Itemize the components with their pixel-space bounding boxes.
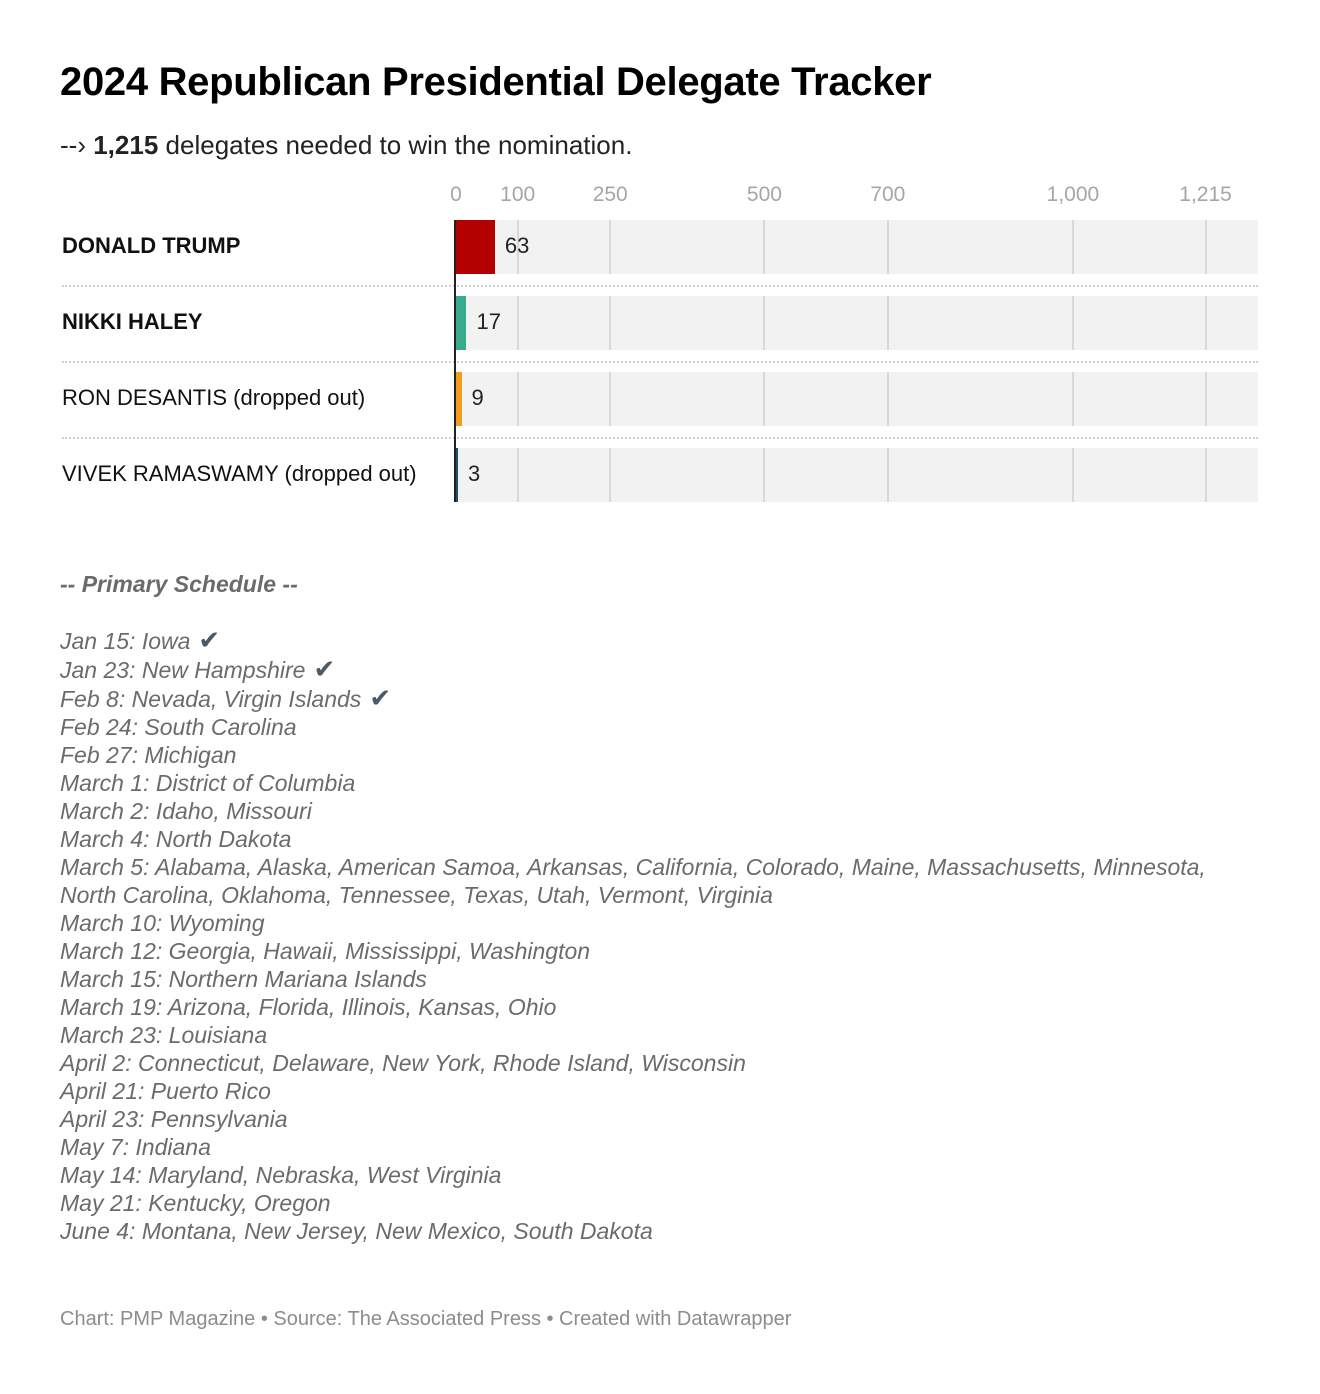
checkmark-icon: ✔	[313, 654, 336, 684]
schedule-item	[60, 655, 1206, 684]
schedule-item-text: North Carolina, Oklahoma, Tennessee, Texas, Utah, Vermont, Virginia	[60, 882, 773, 908]
subtitle-number: 1,215	[93, 130, 159, 160]
schedule-item	[60, 797, 1206, 825]
schedule-item	[60, 1077, 1206, 1105]
schedule-item-text: April 23: Pennsylvania	[60, 1106, 288, 1132]
row-separator	[62, 437, 1258, 439]
gridline	[517, 372, 519, 426]
gridline	[1205, 372, 1207, 426]
gridline	[1072, 220, 1074, 274]
gridline	[517, 296, 519, 350]
gridline	[609, 220, 611, 274]
gridline	[763, 220, 765, 274]
x-tick-label: 250	[592, 183, 628, 206]
chart-footer: Chart: PMP Magazine • Source: The Associated Press • Created with Datawrapper	[60, 1308, 792, 1330]
schedule-item-text: June 4: Montana, New Jersey, New Mexico, South Dakota	[60, 1218, 653, 1244]
schedule-item-text: Feb 27: Michigan	[60, 742, 237, 768]
bar	[456, 448, 458, 502]
schedule-item-text: April 2: Connecticut, Delaware, New York, Rhode Island, Wisconsin	[60, 1050, 746, 1076]
schedule-item	[60, 881, 1206, 909]
checkmark-icon: ✔	[198, 625, 221, 655]
schedule-title: -- Primary Schedule --	[60, 571, 298, 597]
value-label: 9	[471, 385, 484, 410]
bar-chart	[0, 0, 1320, 520]
bar	[456, 372, 462, 426]
schedule-item	[60, 937, 1206, 965]
row-separator	[62, 361, 1258, 363]
schedule-item	[60, 1049, 1206, 1077]
x-tick-label: 1,000	[1046, 183, 1100, 206]
schedule-item	[60, 684, 1206, 713]
schedule-item	[60, 993, 1206, 1021]
schedule-item	[60, 853, 1206, 881]
schedule-item-text: Jan 15: Iowa	[60, 628, 191, 654]
gridline	[1205, 220, 1207, 274]
schedule-item	[60, 1105, 1206, 1133]
x-tick-label: 1,215	[1179, 183, 1232, 206]
bar	[456, 220, 495, 274]
gridline	[1072, 372, 1074, 426]
subtitle-text: delegates needed to win the nomination.	[165, 130, 633, 160]
category-label: VIVEK RAMASWAMY (dropped out)	[62, 461, 417, 486]
gridline	[887, 220, 889, 274]
schedule-item	[60, 1217, 1206, 1245]
schedule-item-text: May 7: Indiana	[60, 1134, 211, 1160]
schedule-item-text: March 1: District of Columbia	[60, 770, 356, 796]
bar-track	[456, 296, 1258, 350]
schedule-item	[60, 626, 1206, 655]
row-separator	[62, 285, 1258, 287]
category-label: DONALD TRUMP	[62, 233, 241, 258]
schedule-item-text: Feb 8: Nevada, Virgin Islands	[60, 686, 362, 712]
gridline	[763, 448, 765, 502]
x-tick-label: 0	[450, 183, 462, 206]
schedule-item-text: April 21: Puerto Rico	[60, 1078, 271, 1104]
schedule-item-text: March 19: Arizona, Florida, Illinois, Kansas, Ohio	[60, 994, 557, 1020]
schedule-item-text: May 14: Maryland, Nebraska, West Virginia	[60, 1162, 502, 1188]
gridline	[1205, 448, 1207, 502]
x-tick-label: 500	[746, 183, 782, 206]
x-tick-label: 700	[870, 183, 906, 206]
schedule-item-text: March 23: Louisiana	[60, 1022, 268, 1048]
gridline	[887, 372, 889, 426]
category-label: NIKKI HALEY	[62, 309, 203, 334]
schedule-item	[60, 825, 1206, 853]
schedule-item-text: March 2: Idaho, Missouri	[60, 798, 312, 824]
gridline	[763, 296, 765, 350]
zero-axis	[454, 220, 456, 502]
schedule-item-text: May 21: Kentucky, Oregon	[60, 1190, 331, 1216]
value-label: 63	[504, 233, 530, 258]
schedule-item-text: March 10: Wyoming	[60, 910, 265, 936]
gridline	[1072, 296, 1074, 350]
schedule-item-text: Jan 23: New Hampshire	[60, 657, 306, 683]
value-label: 3	[468, 461, 481, 486]
schedule-item-text: March 12: Georgia, Hawaii, Mississippi, Washington	[60, 938, 591, 964]
schedule-item-text: March 4: North Dakota	[60, 826, 292, 852]
gridline	[1072, 448, 1074, 502]
schedule-item	[60, 713, 1206, 741]
schedule-item	[60, 1021, 1206, 1049]
gridline	[1205, 296, 1207, 350]
gridline	[517, 448, 519, 502]
gridline	[763, 372, 765, 426]
bar	[456, 296, 466, 350]
bar-track	[456, 372, 1258, 426]
schedule-item-text: March 5: Alabama, Alaska, American Samoa, Arkansas, California, Colorado, Maine, Massachusetts, Minnesota,	[60, 854, 1206, 880]
schedule-item-text: Feb 24: South Carolina	[60, 714, 297, 740]
primary-schedule	[60, 568, 1206, 1245]
gridline	[887, 448, 889, 502]
bar-track	[456, 220, 1258, 274]
value-label: 17	[476, 309, 501, 334]
checkmark-icon: ✔	[369, 683, 392, 713]
gridline	[609, 448, 611, 502]
gridline	[887, 296, 889, 350]
bar-track	[456, 448, 1258, 502]
schedule-item	[60, 741, 1206, 769]
schedule-item	[60, 1161, 1206, 1189]
chart-title: 2024 Republican Presidential Delegate Tracker	[60, 60, 932, 104]
schedule-item	[60, 1133, 1206, 1161]
schedule-item	[60, 965, 1206, 993]
schedule-item	[60, 1189, 1206, 1217]
schedule-item-text: March 15: Northern Mariana Islands	[60, 966, 427, 992]
schedule-item	[60, 909, 1206, 937]
category-label: RON DESANTIS (dropped out)	[62, 385, 366, 410]
schedule-list	[60, 626, 1206, 1245]
gridline	[609, 296, 611, 350]
gridline	[609, 372, 611, 426]
subtitle-arrow: --›	[60, 130, 86, 160]
x-tick-label: 100	[500, 183, 536, 206]
schedule-item	[60, 769, 1206, 797]
